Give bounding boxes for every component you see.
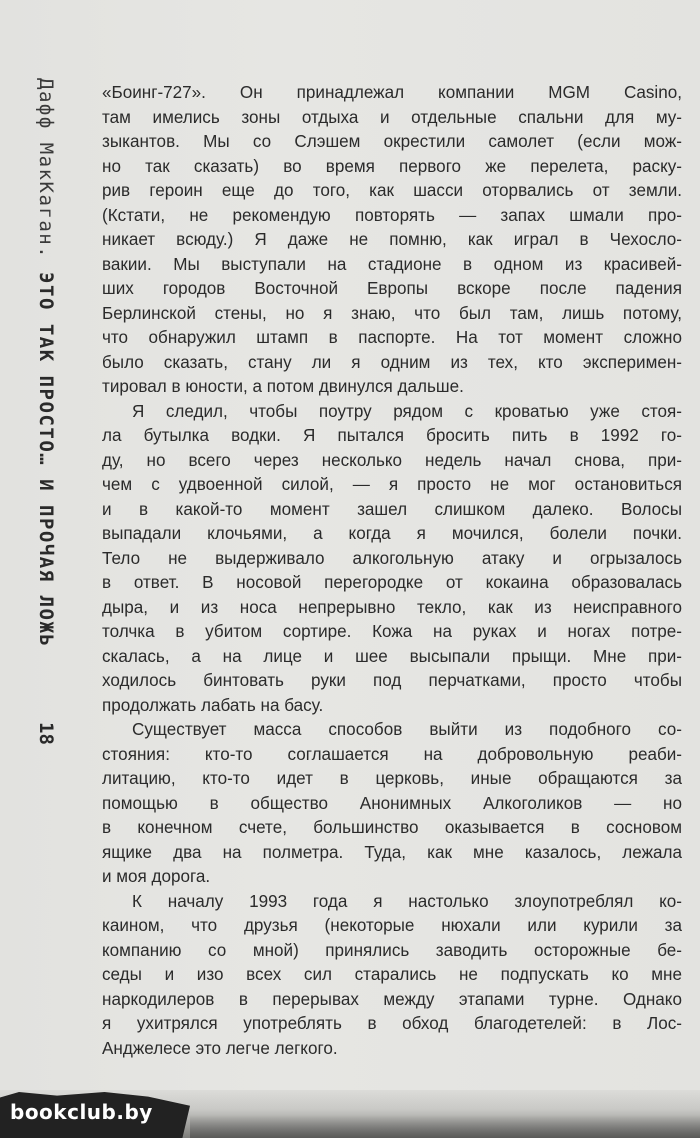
text-line: вакии. Мы выступали на стадионе в одном из красивей- — [102, 254, 682, 274]
page-number — [34, 722, 66, 752]
text-line: каином, что друзья (некоторые нюхали или курили за — [102, 916, 682, 935]
text-line: и в какой-то момент зашел слишком далеко. Волосы — [102, 499, 682, 519]
text-line: наркодилеров в перерывах между этапами турне. Однако — [102, 989, 682, 1009]
text-line: литацию, кто-то идет в церковь, иные обращаются за — [102, 769, 682, 788]
text-line: Я следил, чтобы поутру рядом с кроватью уже стоя- — [132, 401, 682, 421]
text-line: стояния: кто-то соглашается на добровольную реаби- — [102, 744, 682, 764]
text-line: я ухитрялся употреблять в обход благодетелей: в Лос- — [102, 1014, 682, 1033]
running-header-title: ЭТО ТАК ПРОСТО… И ПРОЧАЯ ЛОЖЬ — [35, 272, 57, 648]
text-line: но так сказать) во время первого же перелета, раску- — [102, 156, 682, 176]
text-line: там имелись зоны отдыха и отдельные спальни для му- — [102, 107, 682, 127]
text-line: выпадали клочьями, а когда я мочился, болели почки. — [102, 524, 682, 543]
running-header-author: Дафф МакКаган. — [35, 78, 57, 260]
text-line: Анджелесе это легче легкого. — [102, 1038, 338, 1058]
text-line: (Кстати, не рекомендую повторять — запах шмали про- — [102, 205, 682, 225]
text-line: ших городов Восточной Европы вскоре после падения — [102, 279, 682, 298]
text-line: Тело не выдерживало алкогольную атаку и огрызалось — [102, 548, 682, 568]
text-line: ла бутылка водки. Я пытался бросить пить в 1992 го- — [102, 426, 682, 445]
text-line: толчка в убитом сортире. Кожа на руках и ногах потре- — [102, 622, 682, 641]
paragraph — [102, 718, 682, 890]
paragraph — [102, 890, 682, 1062]
text-line: ходилось бинтовать руки под перчатками, просто чтобы — [102, 671, 682, 690]
body-text — [102, 81, 682, 1061]
text-line: ящике два на полметра. Туда, как мне казалось, лежала — [102, 842, 682, 862]
text-line: помощью в общество Анонимных Алкоголиков — но — [102, 793, 682, 813]
paragraph — [102, 81, 682, 400]
text-line: что обнаружил штамп в паспорте. На тот момент сложно — [102, 328, 682, 347]
text-line: никает всюду.) Я даже не помню, как играл в Чехосло- — [102, 230, 682, 249]
text-line: в ответ. В носовой перегородке от кокаина образовалась — [102, 573, 682, 592]
text-line: зыкантов. Мы со Слэшем окрестили самолет (если мож- — [102, 132, 682, 151]
text-line: ду, но всего через несколько недель начал снова, при- — [102, 450, 682, 470]
text-line: чем с удвоенной силой, — я просто не мог остановиться — [102, 475, 682, 494]
text-line: было сказать, стану ли я одним из тех, кто эксперимен- — [102, 352, 682, 372]
watermark-text: bookclub.by — [10, 1100, 153, 1124]
paragraph — [102, 400, 682, 719]
text-line: рив героин еще до того, как шасси оторвались от земли. — [102, 181, 682, 200]
text-line: компанию со мной) принялись заводить осторожные бе- — [102, 940, 682, 960]
text-line: в конечном счете, большинство оказывается в сосновом — [102, 818, 682, 837]
text-line: и моя дорога. — [102, 867, 211, 886]
bottom-shadow — [190, 1115, 700, 1138]
text-line: продолжать лабать на басу. — [102, 695, 324, 715]
text-line: К началу 1993 года я настолько злоупотреблял ко- — [132, 891, 682, 911]
text-line: Существует масса способов выйти из подобного со- — [132, 720, 682, 739]
text-line: тировал в юности, а потом двинулся дальше. — [102, 377, 464, 396]
text-line: седы и изо всех сил старались не подпускать ко мне — [102, 965, 682, 984]
text-line: скалась, а на лице и шее высыпали прыщи. Мне при- — [102, 646, 682, 666]
page-number-text: 18 — [35, 722, 57, 745]
text-line: дыра, и из носа непрерывно текло, как из неисправного — [102, 597, 682, 617]
running-header — [30, 78, 62, 648]
text-line: «Боинг-727». Он принадлежал компании MGM Casino, — [102, 83, 682, 102]
text-line: Берлинской стены, но я знаю, что был там, лишь потому, — [102, 303, 682, 323]
